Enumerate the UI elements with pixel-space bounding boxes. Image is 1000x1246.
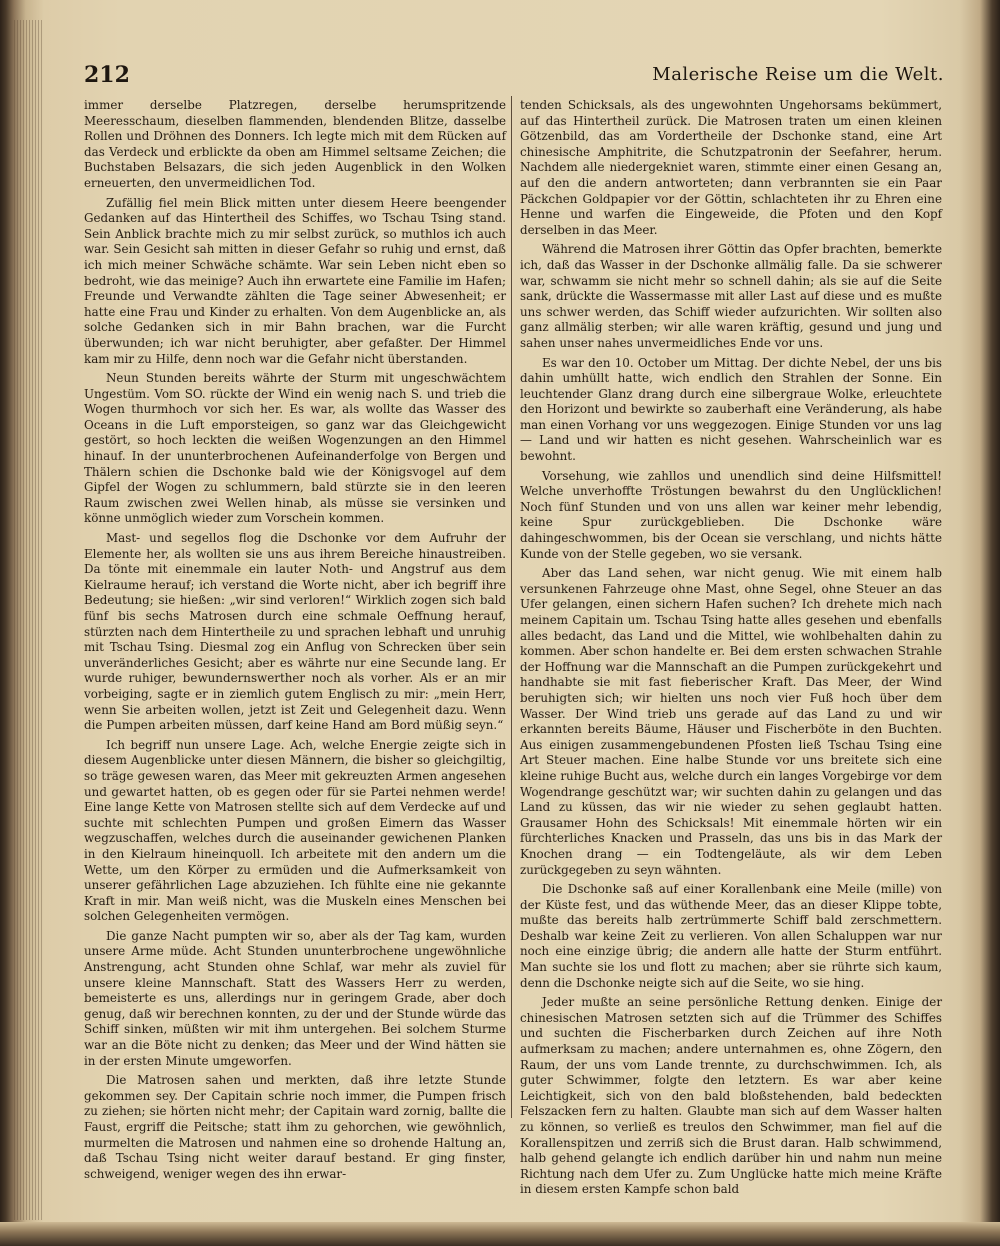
paragraph: Ich begriff nun unsere Lage. Ach, welche Energie zeigte sich in diesem Augenblicke unter diesen Männern, die bisher so gleichgiltig, so träge gewesen waren, das Meer mit gekreuzten Armen angesehen und gewartet hatten, ob es gegen oder für sie Partei nehmen werde! Eine lange Kette von Matrosen stellte sich auf dem Verdecke auf und suchte mit schlechten Pumpen und großen Eimern das Wasser wegzuschaffen, welches durch die auseinander gewichenen Planken in den Kielraum hineinquoll. Ich arbeitete mit den andern um die Wette, um den Körper zu ermüden und die Aufmerksamkeit von unserer gefährlichen Lage abzuziehen. Ich fühlte eine nie gekannte Kraft in mir. Man weiß nicht, was die Muskeln eines Menschen bei solchen Gelegenheiten vermögen. (84, 737, 506, 924)
running-title: Malerische Reise um die Welt. (652, 64, 944, 85)
paragraph: Zufällig fiel mein Blick mitten unter diesem Heere beengender Gedanken auf das Hintertheil des Schiffes, wo Tschau Tsing stand. Sein Anblick brachte mich zu mir selbst zurück, so muthlos ich auch war. Sein Gesicht sah mitten in dieser Gefahr so ruhig und ernst, daß ich mich meiner Schwäche schämte. War sein Leben nicht eben so bedroht, wie das meinige? Auch ihn erwartete eine Familie im Hafen; Freunde und Verwandte zählten die Tage seiner Abwesenheit; er hatte eine Frau und Kinder zu erhalten. Von dem Augenblicke an, als solche Gedanken sich in mir Bahn brachen, war die Furcht überwunden; ich war nicht beruhigter, aber gefaßter. Der Himmel kam mir zu Hilfe, denn noch war die Gefahr nicht überstanden. (84, 195, 506, 366)
right-column (520, 98, 942, 1197)
paragraph: Vorsehung, wie zahllos und unendlich sind deine Hilfsmittel! Welche unverhoffte Tröstungen bewahrst du den Unglücklichen! Noch fünf Stunden und von uns allen war keiner mehr lebendig, keine Spur zurückgeblieben. Die Dschonke wäre dahingeschwommen, bis der Ocean sie verschlang, und nichts hätte Kunde von der Stelle gegeben, wo sie versank. (520, 468, 942, 561)
page-number: 212 (84, 62, 130, 88)
paragraph: Mast- und segellos flog die Dschonke vor dem Aufruhr der Elemente her, als wollten sie uns aus ihrem Bereiche hinaustreiben. Da tönte mit einemmale ein lauter Noth- und Angstruf aus dem Kielraume herauf; ich verstand die Worte nicht, aber ich begriff ihre Bedeutung; sie hießen: „wir sind verloren!“ Wirklich zogen sich bald fünf bis sechs Matrosen durch eine schmale Oeffnung herauf, stürzten nach dem Hintertheile zu und sprachen lebhaft und unruhig mit Tschau Tsing. Diesmal zog ein Anflug von Schrecken über sein unveränderliches Gesicht; aber es währte nur eine Secunde lang. Er wurde ruhiger, bewundernswerther noch als vorher. Als er an mir vorbeiging, sagte er in ziemlich gutem Englisch zu mir: „mein Herr, wenn Sie arbeiten wollen, jetzt ist Zeit und Gelegenheit dazu. Wenn die Pumpen arbeiten müssen, darf keine Hand am Bord müßig seyn.“ (84, 531, 506, 733)
paragraph: Neun Stunden bereits währte der Sturm mit ungeschwächtem Ungestüm. Vom SO. rückte der Wind ein wenig nach S. und trieb die Wogen thurmhoch vor sich her. Es war, als wollte das Wasser des Oceans in die Luft emporsteigen, so ganz war das Gleichgewicht gestört, so hoch leckten die weißen Wogenzungen an den Himmel hinauf. In der ununterbrochenen Aufeinanderfolge von Bergen und Thälern schien die Dschonke bald wie der Königsvogel auf dem Gipfel der Wogen zu schlummern, bald stürzte sie in den leeren Raum zwischen zwei Wellen hinab, als müsse sie versinken und könne unmöglich wieder zum Vorschein kommen. (84, 371, 506, 526)
paragraph: Die Dschonke saß auf einer Korallenbank eine Meile (mille) von der Küste fest, und das wüthende Meer, das an dieser Klippe tobte, mußte das bereits halb zertrümmerte Schiff bald zerschmettern. Deshalb war keine Zeit zu verlieren. Von allen Schaluppen war nur noch eine einzige übrig; die andern alle hatte der Sturm entführt. Man suchte sie los und flott zu machen; aber sie rührte sich kaum, denn die Dschonke neigte sich auf die Seite, wo sie hing. (520, 882, 942, 990)
paragraph: Während die Matrosen ihrer Göttin das Opfer brachten, bemerkte ich, daß das Wasser in der Dschonke allmälig falle. Da sie schwerer war, schwamm sie nicht mehr so schnell dahin; als sie auf die Seite sank, drückte die Wassermasse mit aller Last auf diese und es mußte uns schwer werden, das Schiff wieder aufzurichten. Wir sollten also ganz allmälig sterben; wir alle waren kräftig, gesund und jung und sahen unser nahes unvermeidliches Ende vor uns. (520, 242, 942, 350)
paragraph: Die ganze Nacht pumpten wir so, aber als der Tag kam, wurden unsere Arme müde. Acht Stunden ununterbrochene ungewöhnliche Anstrengung, acht Stunden ohne Schlaf, war mehr als zuviel für unsere kleine Mannschaft. Statt des Wassers Herr zu werden, bemeisterte es uns, allerdings nur in geringem Grade, aber doch genug, daß wir berechnen konnten, zu der und der Stunde würde das Schiff sinken, müßten wir mit ihm untergehen. Bei solchem Sturme war an die Böte nicht zu denken; das Meer und der Wind hätten sie in der ersten Minute umgeworfen. (84, 928, 506, 1068)
paragraph: immer derselbe Platzregen, derselbe herumspritzende Meeresschaum, dieselben flammenden, blendenden Blitze, dasselbe Rollen und Dröhnen des Donners. Ich legte mich mit dem Rücken auf das Verdeck und erblickte da oben am Himmel seltsame Zeichen; die Buchstaben Belsazars, die sich jeden Augenblick in den Wolken erneuerten, den unvermeidlichen Tod. (84, 98, 506, 190)
left-column (84, 98, 506, 1181)
paragraph: Die Matrosen sahen und merkten, daß ihre letzte Stunde gekommen sey. Der Capitain schrie noch immer, die Pumpen frisch zu ziehen; sie hörten nicht mehr; der Capitain ward zornig, ballte die Faust, ergriff die Peitsche; statt ihm zu gehorchen, wie gewöhnlich, murmelten die Matrosen und nahmen eine so drohende Haltung an, daß Tschau Tsing nicht weiter darauf bestand. Er ging finster, schweigend, weniger wegen des ihn erwar- (84, 1073, 506, 1181)
paragraph: Aber das Land sehen, war nicht genug. Wie mit einem halb versunkenen Fahrzeuge ohne Mast, ohne Segel, ohne Steuer an das Ufer gelangen, einen sichern Hafen suchen? Ich drehete mich nach meinem Capitain um. Tschau Tsing hatte alles gesehen und ebenfalls alles bedacht, das Land und die Mittel, wie wohlbehalten dahin zu kommen. Aber schon handelte er. Bei dem ersten schwachen Strahle der Hoffnung war die Mannschaft an die Pumpen zurückgekehrt und handhabte sie mit fast fieberischer Kraft. Das Meer, der Wind beruhigten sich; wir hielten uns noch vier Fuß hoch über dem Wasser. Der Wind trieb uns gerade auf das Land zu und wir erkannten bereits Bäume, Häuser und Fischerböte in den Buchten. Aus einigen zusammengebundenen Pfosten ließ Tschau Tsing eine Art Steuer machen. Eine halbe Stunde vor uns breitete sich eine kleine ruhige Bucht aus, welche durch ein langes Vorgebirge vor dem Wogendrange geschützt war; wir suchten dahin zu gelangen und das Land zu küssen, das wir nie wieder zu sehen geglaubt hatten. Grausamer Hohn des Schicksals! Mit einemmale hörten wir ein fürchterliches Knacken und Prasseln, das uns bis in das Mark der Knochen drang — ein Todtengeläute, als wir dem Leben zurückgegeben zu seyn wähnten. (520, 566, 942, 877)
paragraph: Jeder mußte an seine persönliche Rettung denken. Einige der chinesischen Matrosen setzten sich auf die Trümmer des Schiffes und suchten die Fischerbarken durch Zeichen auf ihre Noth aufmerksam zu machen; andere unternahmen es, ohne Zögern, den Raum, der uns vom Lande trennte, zu durchschwimmen. Ich, als guter Schwimmer, folgte den letztern. Es war aber keine Leichtigkeit, sich von den bald bloßstehenden, bald bedeckten Felszacken fern zu halten. Glaubte man sich auf dem Wasser halten zu können, so verließ es treulos den Schwimmer, man fiel auf die Korallenspitzen und zerriß sich die Brust daran. Halb schwimmend, halb gehend gelangte ich endlich darüber hin und nahm nun meine Richtung nach dem Ufer zu. Zum Unglücke hatte mich meine Kräfte in diesem ersten Kampfe schon bald (520, 995, 942, 1197)
paragraph: tenden Schicksals, als des ungewohnten Ungehorsams bekümmert, auf das Hintertheil zurück. Die Matrosen traten um einen kleinen Götzenbild, das am Vordertheile der Dschonke stand, eine Art chinesische Amphitrite, die Schutzpatronin der Seefahrer, herum. Nachdem alle niedergekniet waren, stimmte einer einen Gesang an, auf den die andern antworteten; dann verbrannten sie ein Paar Päckchen Goldpapier vor der Göttin, schlachteten ihr zu Ehren eine Henne und warfen die Eingeweide, die Pfoten und den Kopf derselben in das Meer. (520, 98, 942, 237)
paragraph: Es war den 10. October um Mittag. Der dichte Nebel, der uns bis dahin umhüllt hatte, wich endlich den Strahlen der Sonne. Ein leuchtender Glanz drang durch eine silbergraue Wolke, erleuchtete den Horizont und bewirkte so zauberhaft eine Veränderung, als habe man einen Vorhang vor uns weggezogen. Einige Stunden vor uns lag — Land und wir hatten es nicht gesehen. Wahrscheinlich war es bewohnt. (520, 355, 942, 464)
column-divider (511, 96, 512, 1118)
page-bottom-shadow (0, 1222, 1000, 1246)
book-page-edges (14, 20, 44, 1220)
page-header (84, 62, 944, 92)
